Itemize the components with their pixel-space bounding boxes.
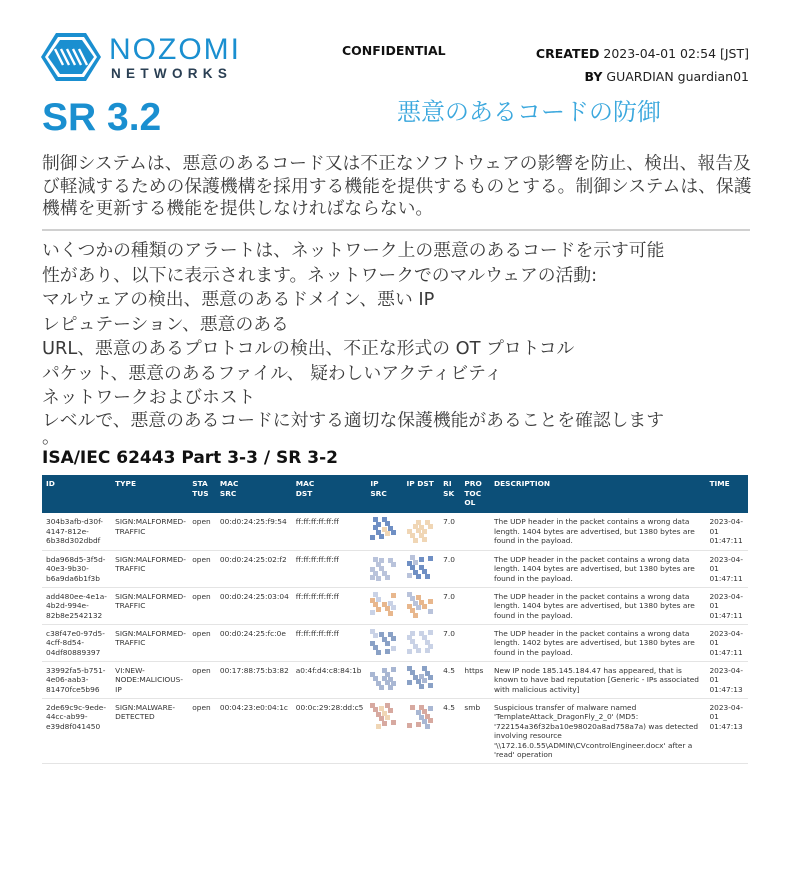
nozomi-logo-icon bbox=[41, 31, 101, 83]
risk-score: 7.0 bbox=[439, 587, 460, 624]
alerts-intro-line: レピュテーション、悪意のある bbox=[42, 313, 289, 335]
ip-dst-redacted bbox=[403, 587, 440, 624]
alert-type: SIGN:MALFORMED-TRAFFIC bbox=[111, 587, 188, 624]
table-row[interactable] bbox=[42, 661, 748, 698]
redacted-ip-pixels bbox=[407, 666, 435, 692]
alerts-intro-line: URL、悪意のあるプロトコルの検出、不正な形式の OT プロトコル bbox=[42, 338, 575, 359]
ip-src-redacted bbox=[366, 550, 402, 587]
alert-description: The UDP header in the packet contains a wrong data length. 1402 bytes are advertised, but 1380 bytes are found in the payload. bbox=[490, 624, 705, 661]
redacted-ip-pixels bbox=[370, 666, 398, 692]
table-row[interactable] bbox=[42, 513, 748, 550]
alert-status: open bbox=[188, 698, 216, 764]
section-divider bbox=[42, 229, 750, 231]
alert-status: open bbox=[188, 513, 216, 550]
redacted-ip-pixels bbox=[370, 592, 398, 618]
risk-score: 7.0 bbox=[439, 550, 460, 587]
mac-src: 00:d0:24:25:02:f2 bbox=[216, 550, 292, 587]
risk-score: 7.0 bbox=[439, 624, 460, 661]
mac-src: 00:d0:24:25:f9:54 bbox=[216, 513, 292, 550]
column-header-id: ID bbox=[42, 475, 111, 513]
mac-src: 00:17:88:75:b3:82 bbox=[216, 661, 292, 698]
table-row[interactable] bbox=[42, 550, 748, 587]
ip-src-redacted bbox=[366, 698, 402, 764]
alerts-intro-line: 性があり、以下に表示されます。ネットワークでのマルウェアの活動: bbox=[42, 264, 598, 286]
protocol bbox=[460, 513, 490, 550]
alert-type: VI:NEW-NODE:MALICIOUS-IP bbox=[111, 661, 188, 698]
alerts-intro bbox=[42, 239, 754, 448]
ip-dst-redacted bbox=[403, 698, 440, 764]
table-header-row bbox=[42, 475, 748, 513]
column-header-ip-dst: IP DST bbox=[403, 475, 440, 513]
ip-src-redacted bbox=[366, 624, 402, 661]
column-header-time: TIME bbox=[705, 475, 748, 513]
requirement-description: 制御システムは、悪意のあるコード又は不正なソフトウェアの影響を防止、検出、報告及び軽減するための保護機構を採用する機能を提供するものとする。制御システムは、保護機構を更新する機能を提供しなければならない。 bbox=[42, 153, 752, 219]
redacted-ip-pixels bbox=[370, 703, 398, 729]
ip-dst-redacted bbox=[403, 661, 440, 698]
alerts-intro-line: ネットワークおよびホスト bbox=[42, 387, 256, 408]
alert-description: Suspicious transfer of malware named 'TemplateAttack_DragonFly_2_0' (MD5: '722154a36f32ba10e98020a8ad758a7a) was detected involving resource '\\172.16.0.55\ADMIN\CVcontrolEngineer.docx' after a 'read' operation bbox=[490, 698, 705, 764]
ip-dst-redacted bbox=[403, 513, 440, 550]
redacted-ip-pixels bbox=[407, 555, 435, 581]
logo-wordmark-top: NOZOMI bbox=[109, 33, 241, 66]
column-header-description: DESCRIPTION bbox=[490, 475, 705, 513]
column-header-type: TYPE bbox=[111, 475, 188, 513]
mac-dst: ff:ff:ff:ff:ff:ff bbox=[292, 624, 367, 661]
author-value: GUARDIAN guardian01 bbox=[606, 69, 749, 84]
requirement-title: 悪意のあるコードの防御 bbox=[397, 98, 661, 126]
column-header-mac-dst: MAC DST bbox=[292, 475, 367, 513]
protocol: smb bbox=[460, 698, 490, 764]
table-row[interactable] bbox=[42, 624, 748, 661]
alert-time: 2023-04-01 01:47:11 bbox=[705, 513, 748, 550]
created-label: CREATED bbox=[535, 46, 600, 61]
confidential-label: CONFIDENTIAL bbox=[342, 43, 446, 58]
alerts-table bbox=[42, 475, 748, 764]
alert-status: open bbox=[188, 624, 216, 661]
by-label: BY bbox=[584, 69, 603, 84]
protocol bbox=[460, 587, 490, 624]
alerts-intro-line: パケット、悪意のあるファイル、 疑わしいアクティビティ bbox=[42, 362, 503, 384]
protocol bbox=[460, 624, 490, 661]
redacted-ip-pixels bbox=[370, 555, 398, 581]
alert-type: SIGN:MALWARE-DETECTED bbox=[111, 698, 188, 764]
mac-src: 00:d0:24:25:03:04 bbox=[216, 587, 292, 624]
logo-wordmark-bottom: NETWORKS bbox=[111, 66, 233, 81]
protocol: https bbox=[460, 661, 490, 698]
redacted-ip-pixels bbox=[407, 629, 435, 655]
column-header-ip-src: IP SRC bbox=[366, 475, 402, 513]
created-line bbox=[536, 42, 749, 65]
ip-dst-redacted bbox=[403, 624, 440, 661]
redacted-ip-pixels bbox=[407, 592, 435, 618]
alerts-intro-line: マルウェアの検出、悪意のあるドメイン、悪い IP bbox=[42, 289, 435, 310]
column-header-mac-src: MAC SRC bbox=[216, 475, 292, 513]
report-meta bbox=[536, 42, 749, 88]
mac-dst: ff:ff:ff:ff:ff:ff bbox=[292, 587, 367, 624]
alert-type: SIGN:MALFORMED-TRAFFIC bbox=[111, 513, 188, 550]
nozomi-logo bbox=[41, 31, 256, 83]
alert-description: New IP node 185.145.184.47 has appeared, that is known to have bad reputation [Generic - IPs associated with malicious activity] bbox=[490, 661, 705, 698]
alert-description: The UDP header in the packet contains a wrong data length. 1404 bytes are advertised, but 1380 bytes are found in the payload. bbox=[490, 513, 705, 550]
created-value: 2023-04-01 02:54 [JST] bbox=[603, 46, 749, 61]
standard-heading: ISA/IEC 62443 Part 3-3 / SR 3-2 bbox=[42, 448, 338, 468]
risk-score: 7.0 bbox=[439, 513, 460, 550]
alert-id: bda968d5-3f5d-40e3-9b30-b6a9da6b1f3b bbox=[42, 550, 111, 587]
redacted-ip-pixels bbox=[407, 517, 435, 543]
requirement-code: SR 3.2 bbox=[42, 96, 162, 139]
column-header-protocol: PRO TOC OL bbox=[460, 475, 490, 513]
table-row[interactable] bbox=[42, 698, 748, 764]
alert-id: c38f47e0-97d5-4cff-8d54-04df80889397 bbox=[42, 624, 111, 661]
redacted-ip-pixels bbox=[370, 517, 398, 543]
alert-time: 2023-04-01 01:47:11 bbox=[705, 624, 748, 661]
alert-time: 2023-04-01 01:47:11 bbox=[705, 587, 748, 624]
mac-dst: ff:ff:ff:ff:ff:ff bbox=[292, 513, 367, 550]
alert-type: SIGN:MALFORMED-TRAFFIC bbox=[111, 550, 188, 587]
alert-id: 33992fa5-b751-4e06-aab3-81470fce5b96 bbox=[42, 661, 111, 698]
table-row[interactable] bbox=[42, 587, 748, 624]
author-line bbox=[536, 65, 749, 88]
alert-description: The UDP header in the packet contains a wrong data length. 1404 bytes are advertised, but 1380 bytes are found in the payload. bbox=[490, 550, 705, 587]
alert-id: 304b3afb-d30f-4147-812e-6b38d302dbdf bbox=[42, 513, 111, 550]
alert-id: 2de69c9c-9ede-44cc-ab99-e39d8f041450 bbox=[42, 698, 111, 764]
protocol bbox=[460, 550, 490, 587]
ip-dst-redacted bbox=[403, 550, 440, 587]
mac-src: 00:04:23:e0:04:1c bbox=[216, 698, 292, 764]
alert-type: SIGN:MALFORMED-TRAFFIC bbox=[111, 624, 188, 661]
alerts-intro-line: レベルで、悪意のあるコードに対する適切な保護機能があることを確認します bbox=[42, 409, 664, 431]
alert-description: The UDP header in the packet contains a wrong data length. 1404 bytes are advertised, but 1380 bytes are found in the payload. bbox=[490, 587, 705, 624]
alert-time: 2023-04-01 01:47:11 bbox=[705, 550, 748, 587]
ip-src-redacted bbox=[366, 513, 402, 550]
column-header-status: STA TUS bbox=[188, 475, 216, 513]
ip-src-redacted bbox=[366, 661, 402, 698]
alert-status: open bbox=[188, 550, 216, 587]
mac-dst: ff:ff:ff:ff:ff:ff bbox=[292, 550, 367, 587]
redacted-ip-pixels bbox=[370, 629, 398, 655]
alert-time: 2023-04-01 01:47:13 bbox=[705, 698, 748, 764]
column-header-risk: RI SK bbox=[439, 475, 460, 513]
alert-status: open bbox=[188, 587, 216, 624]
mac-dst: a0:4f:d4:c8:84:1b bbox=[292, 661, 367, 698]
redacted-ip-pixels bbox=[407, 703, 435, 729]
mac-dst: 00:0c:29:28:dd:c5 bbox=[292, 698, 367, 764]
alert-status: open bbox=[188, 661, 216, 698]
mac-src: 00:d0:24:25:fc:0e bbox=[216, 624, 292, 661]
alert-id: add480ee-4e1a-4b2d-994e-82b8e2542132 bbox=[42, 587, 111, 624]
ip-src-redacted bbox=[366, 587, 402, 624]
alerts-intro-line: 。 bbox=[42, 426, 60, 448]
alert-time: 2023-04-01 01:47:13 bbox=[705, 661, 748, 698]
alerts-intro-line: いくつかの種類のアラートは、ネットワーク上の悪意のあるコードを示す可能 bbox=[42, 240, 665, 261]
risk-score: 4.5 bbox=[439, 698, 460, 764]
risk-score: 4.5 bbox=[439, 661, 460, 698]
